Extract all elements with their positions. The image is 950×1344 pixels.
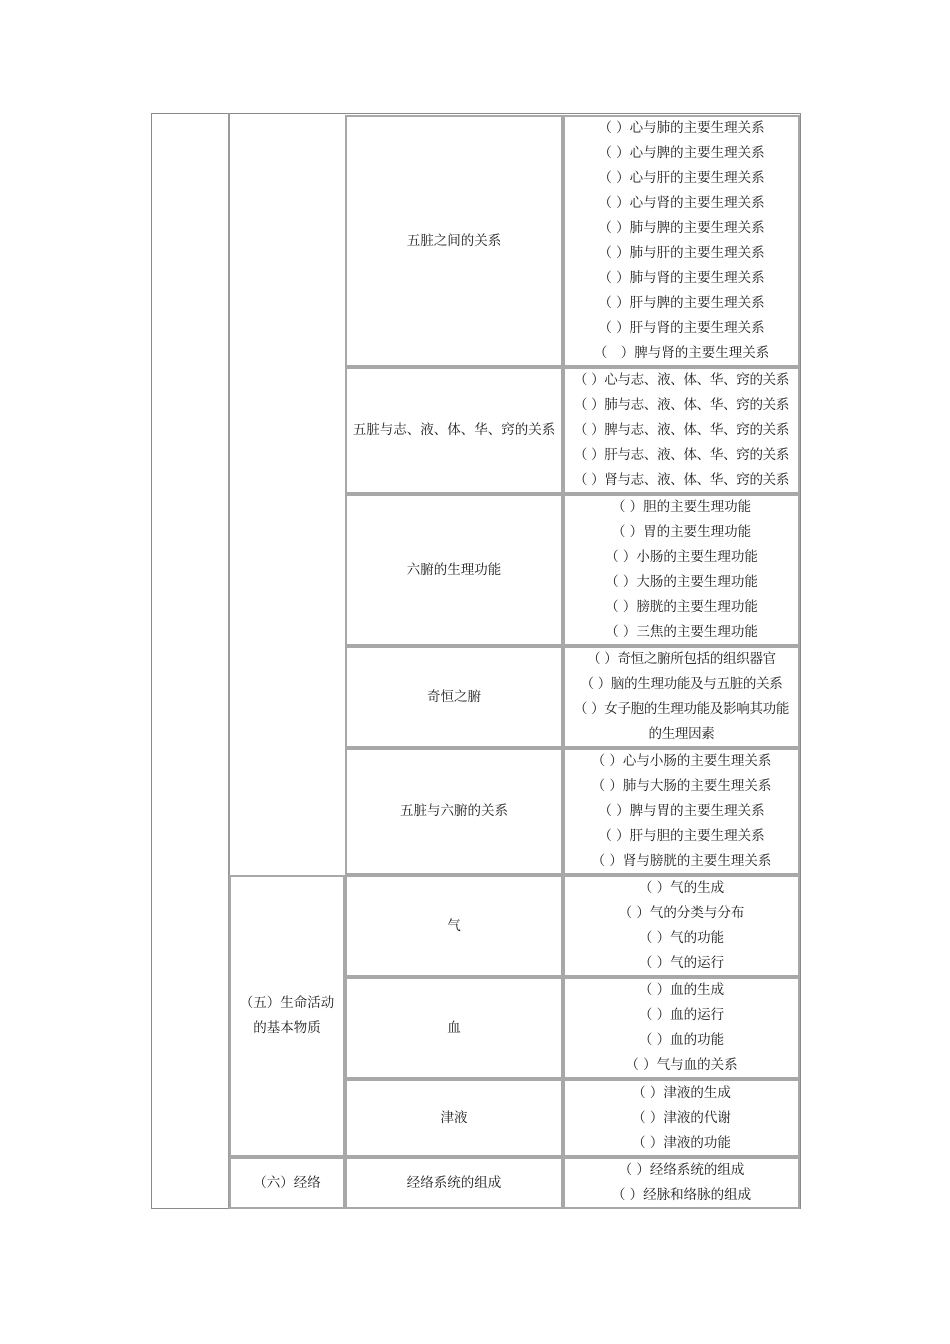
cell-heading-text: 五脏与志、液、体、华、窍的关系: [352, 422, 556, 438]
list-item: （ ）津液的代谢: [632, 1109, 731, 1126]
list-item: （ ）肺与志、液、体、华、窍的关系: [573, 397, 790, 413]
cell-heading-text: 经络系统的组成: [406, 1174, 502, 1191]
cell-items-fu-functions: [563, 494, 800, 646]
list-item: （ ）肺与肝的主要生理关系: [598, 245, 765, 261]
list-item: （ ）奇恒之腑所包括的组织器官: [587, 651, 776, 667]
cell-group-text: （五）生命活动的基本物质: [239, 995, 335, 1036]
list-item: （ ）脾与胃的主要生理关系: [598, 803, 765, 819]
list-item: （ ）肺与脾的主要生理关系: [598, 220, 765, 236]
list-item: （ ）气的功能: [638, 930, 725, 946]
cell-heading-zang-fu-relations: [345, 748, 563, 875]
list-item: （ ）心与肾的主要生理关系: [598, 195, 765, 211]
list-item: （ ）肾与膀胱的主要生理关系: [591, 853, 772, 869]
cell-heading-text: 津液: [440, 1109, 468, 1126]
cell-heading-text: 血: [447, 1019, 461, 1036]
cell-items-qi: [563, 875, 800, 977]
list-item: （ ）肝与肾的主要生理关系: [598, 320, 765, 336]
list-item: （ ）血的功能: [638, 1032, 725, 1048]
list-item: （ ）胃的主要生理功能: [611, 524, 752, 540]
list-item: （ ）小肠的主要生理功能: [605, 549, 758, 565]
cell-items-extraordinary-fu: [563, 646, 800, 748]
list-item: （ ）女子胞的生理功能及影响其功能: [573, 701, 790, 717]
list-item: （ ）经脉和络脉的组成: [611, 1187, 752, 1203]
cell-heading-zang-relations: [345, 115, 563, 367]
cell-heading-text: 奇恒之腑: [427, 688, 481, 705]
cell-items-blood: [563, 977, 800, 1079]
list-item: （ ）气的生成: [638, 880, 725, 896]
list-item: （ ）肝与志、液、体、华、窍的关系: [573, 447, 790, 463]
list-item: 的生理因素: [648, 726, 715, 742]
list-item: （ ）心与肝的主要生理关系: [598, 170, 765, 186]
list-item: （ ）肺与大肠的主要生理关系: [591, 778, 772, 794]
cell-heading-blood: [345, 977, 563, 1079]
cell-heading-text: 六腑的生理功能: [406, 561, 502, 578]
cell-heading-body-fluids: [345, 1079, 563, 1157]
cell-heading-meridian-system: [345, 1157, 563, 1209]
list-item: （ ）肺与肾的主要生理关系: [598, 270, 765, 286]
list-item: （ ）经络系统的组成: [618, 1162, 745, 1178]
cell-group-meridians: [229, 1157, 345, 1209]
cell-group-basic-substances: [229, 875, 345, 1157]
list-item: （ ）肝与胆的主要生理关系: [598, 828, 765, 844]
cell-heading-qi: [345, 875, 563, 977]
cell-items-meridian-system: [563, 1157, 800, 1209]
list-item: （ ）肝与脾的主要生理关系: [598, 295, 765, 311]
list-item: （ ）脾与肾的主要生理关系: [593, 345, 770, 361]
cell-heading-text: 五脏与六腑的关系: [400, 803, 508, 819]
cell-items-zang-fu-relations: [563, 748, 800, 875]
cell-items-zang-orifices: [563, 367, 800, 494]
list-item: （ ）脑的生理功能及与五脏的关系: [580, 676, 783, 692]
cell-items-body-fluids: [563, 1079, 800, 1157]
list-item: （ ）气与血的关系: [625, 1057, 738, 1073]
cell-heading-zang-orifices: [345, 367, 563, 494]
list-item: （ ）胆的主要生理功能: [611, 499, 752, 515]
list-item: （ ）脾与志、液、体、华、窍的关系: [573, 422, 790, 438]
cell-items-zang-relations: [563, 115, 800, 367]
list-item: （ ）气的分类与分布: [618, 905, 745, 921]
list-item: （ ）心与肺的主要生理关系: [598, 120, 765, 136]
list-item: （ ）膀胱的主要生理功能: [605, 599, 758, 615]
cell-heading-text: 气: [447, 917, 461, 934]
list-item: （ ）肾与志、液、体、华、窍的关系: [573, 472, 790, 488]
cell-heading-extraordinary-fu: [345, 646, 563, 748]
list-item: （ ）三焦的主要生理功能: [605, 624, 758, 640]
list-item: （ ）津液的生成: [632, 1084, 731, 1101]
cell-group-text: （六）经络: [253, 1174, 321, 1191]
list-item: （ ）血的生成: [638, 982, 725, 998]
list-item: （ ）气的运行: [638, 955, 725, 971]
list-item: （ ）心与志、液、体、华、窍的关系: [573, 372, 790, 388]
list-item: （ ）津液的功能: [632, 1134, 731, 1151]
list-item: （ ）血的运行: [638, 1007, 725, 1023]
list-item: （ ）心与小肠的主要生理关系: [591, 753, 772, 769]
list-item: （ ）大肠的主要生理功能: [605, 574, 758, 590]
cell-heading-fu-functions: [345, 494, 563, 646]
list-item: （ ）心与脾的主要生理关系: [598, 145, 765, 161]
cell-heading-text: 五脏之间的关系: [406, 232, 502, 249]
